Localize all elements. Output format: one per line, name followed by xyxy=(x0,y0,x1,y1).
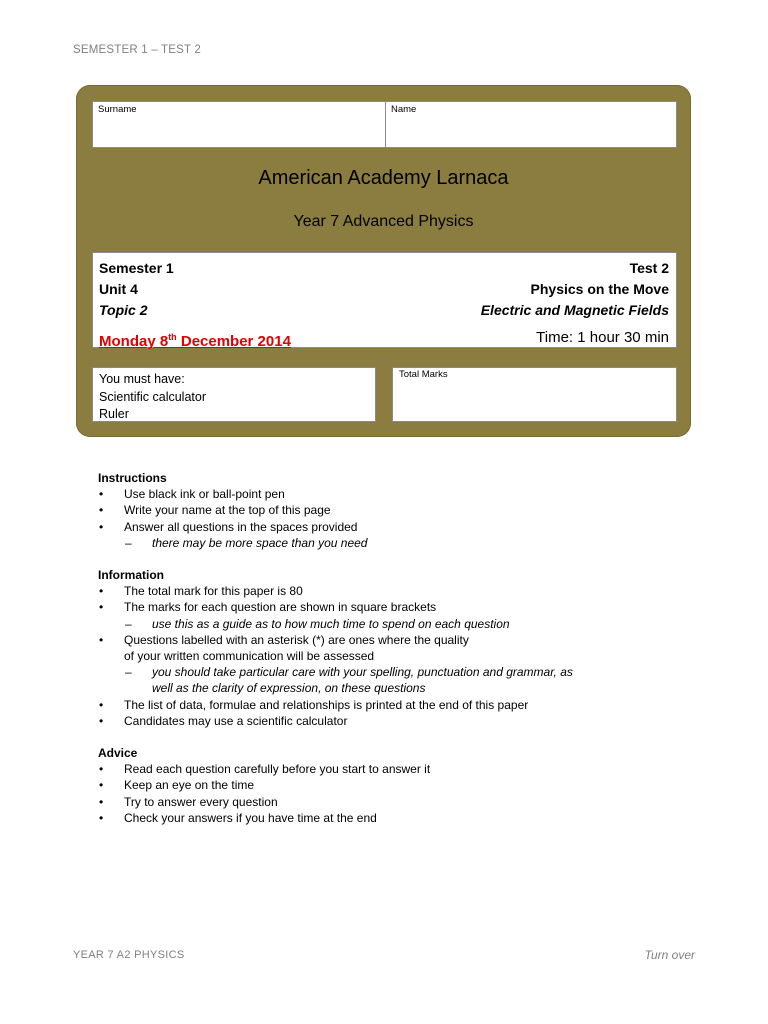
surname-field[interactable] xyxy=(93,102,386,147)
topic-title: Electric and Magnetic Fields xyxy=(480,302,669,318)
list-item: • Use black ink or ball-point pen xyxy=(98,486,698,502)
topic-label: Topic 2 xyxy=(99,302,148,318)
test-label: Test 2 xyxy=(629,260,669,276)
cover-panel xyxy=(76,85,691,437)
exam-guidance xyxy=(98,470,698,842)
list-item: • Check your answers if you have time at the end xyxy=(98,810,698,826)
requirements-title: You must have: xyxy=(99,372,185,386)
instructions-section xyxy=(98,470,698,551)
page-header: SEMESTER 1 – TEST 2 xyxy=(73,44,202,56)
total-marks-box[interactable] xyxy=(392,367,677,422)
list-item-continuation: of your written communication will be assessed xyxy=(124,649,375,664)
list-item: • The total mark for this paper is 80 xyxy=(98,583,698,599)
semester-label: Semester 1 xyxy=(99,260,174,276)
list-subitem-continuation: well as the clarity of expression, on these questions xyxy=(152,681,426,696)
exam-info-box xyxy=(92,252,677,348)
information-section xyxy=(98,567,698,729)
list-subitem: – use this as a guide as to how much time to spend on each question xyxy=(98,616,698,632)
advice-section xyxy=(98,745,698,826)
candidate-name-row xyxy=(92,101,677,148)
requirement-item: Scientific calculator xyxy=(99,389,206,404)
exam-info-right xyxy=(481,258,669,348)
list-item: • Read each question carefully before you start to answer it xyxy=(98,761,698,777)
exam-date: Monday 8th December 2014 xyxy=(99,332,291,350)
requirement-item: Ruler xyxy=(99,407,129,421)
page-footer-turn-over: Turn over xyxy=(644,948,695,962)
list-subitem: – there may be more space than you need xyxy=(98,535,698,551)
unit-label: Unit 4 xyxy=(99,281,138,297)
name-field[interactable] xyxy=(386,102,676,147)
total-marks-label: Total Marks xyxy=(399,369,448,380)
surname-label: Surname xyxy=(98,104,137,115)
unit-title: Physics on the Move xyxy=(530,281,669,297)
information-title: Information xyxy=(98,568,164,583)
school-title: American Academy Larnaca xyxy=(258,167,509,189)
list-item: • Try to answer every question xyxy=(98,794,698,810)
list-item: • Candidates may use a scientific calculator xyxy=(98,713,698,729)
exam-info-left xyxy=(99,258,291,352)
subject-title: Year 7 Advanced Physics xyxy=(293,213,474,230)
instructions-title: Instructions xyxy=(98,471,167,485)
list-item: • Keep an eye on the time xyxy=(98,777,698,793)
requirements-box xyxy=(92,367,376,422)
list-item: • Write your name at the top of this page xyxy=(98,502,698,518)
list-item: • The marks for each question are shown in square brackets xyxy=(98,599,698,615)
list-item: • Answer all questions in the spaces provided xyxy=(98,519,698,535)
time-allowed: Time: 1 hour 30 min xyxy=(536,329,669,346)
advice-title: Advice xyxy=(98,746,138,761)
name-label: Name xyxy=(391,104,417,115)
list-subitem: – you should take particular care with your spelling, punctuation and grammar, as xyxy=(98,664,698,680)
list-item: • The list of data, formulae and relationships is printed at the end of this paper xyxy=(98,697,698,713)
page-footer-course: YEAR 7 A2 PHYSICS xyxy=(73,949,185,961)
list-item: • Questions labelled with an asterisk (*) are ones where the quality xyxy=(98,632,698,648)
